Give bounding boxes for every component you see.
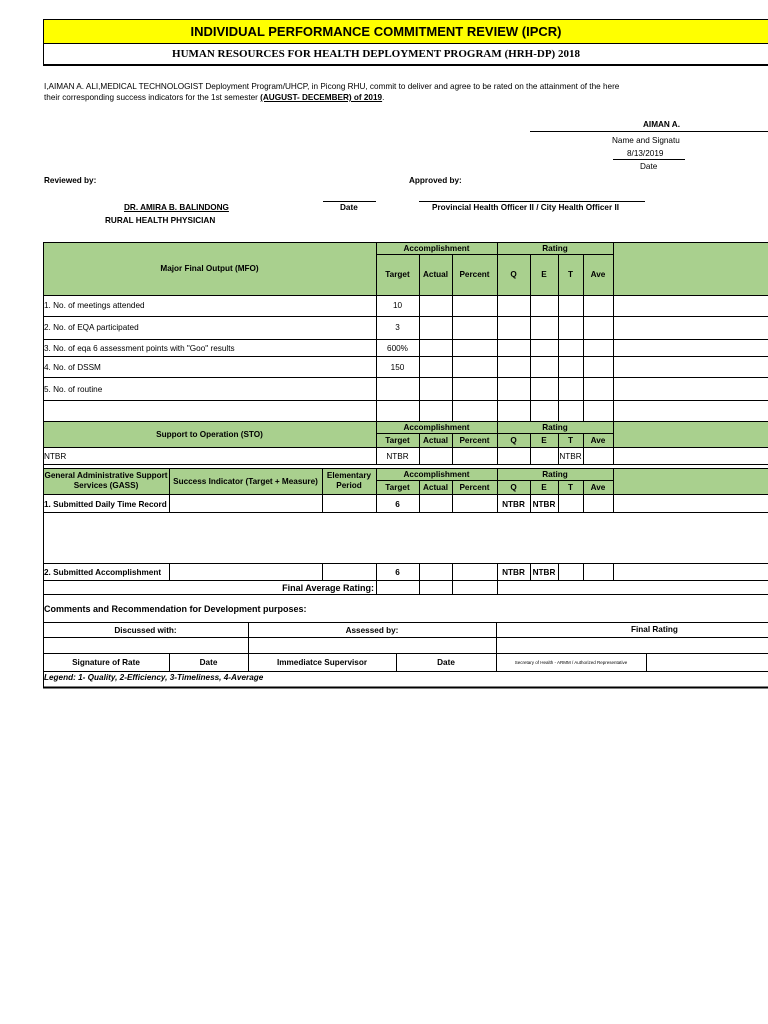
rating-period: (AUGUST- DECEMBER) of 2019 xyxy=(260,93,383,102)
gass-col-q: Q xyxy=(510,483,517,492)
sto-section-label: Support to Operation (STO) xyxy=(156,429,263,439)
mfo-col-target: Target xyxy=(385,270,410,279)
legend: Legend: 1- Quality, 2-Efficiency, 3-Timeliness, 4-Average xyxy=(44,673,264,682)
sto-col-q: Q xyxy=(510,436,517,445)
mfo-accomplishment-label: Accomplishment xyxy=(403,243,470,253)
gass-row-1-target: 6 xyxy=(395,499,400,509)
mfo-col-ave: Ave xyxy=(590,270,606,279)
statement-line-1: I,AIMAN A. ALI,MEDICAL TECHNOLOGIST Deployment Program/UHCP, in Picong RHU, commit to deliver and agree to be rated on the attainment of the here xyxy=(44,82,620,91)
mfo-row-1-label: 1. No. of meetings attended xyxy=(44,300,145,310)
statement-line-2: their corresponding success indicators for the 1st semester (AUGUST- DECEMBER) of 2019. xyxy=(44,93,385,102)
mfo-col-t: T xyxy=(567,270,573,279)
secretary-label: Secretary of Health - ARMM / Authorized Representative xyxy=(514,660,628,665)
gass-elementary-period-label: Elementary Period xyxy=(326,471,372,490)
mfo-row-2-target: 3 xyxy=(395,322,400,332)
mfo-col-q: Q xyxy=(510,270,517,279)
mfo-rating-label: Rating xyxy=(542,243,568,253)
mfo-col-percent: Percent xyxy=(459,270,490,279)
form-title: INDIVIDUAL PERFORMANCE COMMITMENT REVIEW (IPCR) xyxy=(43,19,768,44)
mfo-row-5-label: 5. No. of routine xyxy=(44,384,103,394)
discussed-with-label: Discussed with: xyxy=(114,625,177,635)
signatory-date: 8/13/2019 xyxy=(627,149,664,158)
mfo-section-label: Major Final Output (MFO) xyxy=(160,264,259,273)
sto-col-actual: Actual xyxy=(422,436,449,445)
final-average-label: Final Average Rating: xyxy=(282,583,374,593)
gass-success-indicator-label: Success Indicator (Target + Measure) xyxy=(173,476,318,486)
sto-col-e: E xyxy=(541,436,547,445)
final-rating-label: Final Rating xyxy=(631,625,678,634)
mfo-col-actual: Actual xyxy=(422,270,449,279)
mfo-col-e: E xyxy=(541,270,547,279)
gass-col-e: E xyxy=(541,483,547,492)
gass-row-2-q: NTBR xyxy=(502,567,525,577)
approved-by-label: Approved by: xyxy=(409,176,462,185)
sto-col-target: Target xyxy=(385,436,410,445)
gass-row-2-e: NTBR xyxy=(532,567,556,577)
footer-date-2: Date xyxy=(437,658,455,667)
signatory-name-label: Name and Signatu xyxy=(612,136,680,145)
gass-row-2-target: 6 xyxy=(395,567,400,577)
gass-section-label: General Administrative Support Services (GASS) xyxy=(44,471,168,490)
reviewer-name: DR. AMIRA B. BALINDONG xyxy=(124,203,229,212)
gass-col-t: T xyxy=(567,483,573,492)
gass-col-ave: Ave xyxy=(590,483,606,492)
gass-col-actual: Actual xyxy=(422,483,449,492)
gass-accomplishment-label: Accomplishment xyxy=(403,469,470,479)
gass-row-2-label: 2. Submitted Accomplishment xyxy=(44,567,162,577)
footer-date-1: Date xyxy=(199,658,218,667)
approver-title: Provincial Health Officer II / City Health Officer II xyxy=(432,203,619,212)
sto-rating-label: Rating xyxy=(542,422,568,432)
reviewer-title: RURAL HEALTH PHYSICIAN xyxy=(105,216,216,225)
review-date-label: Date xyxy=(340,203,358,212)
sto-accomplishment-label: Accomplishment xyxy=(403,422,470,432)
gass-rating-label: Rating xyxy=(542,469,568,479)
sto-col-percent: Percent xyxy=(459,436,490,445)
signature-of-rate-label: Signature of Rate xyxy=(72,658,140,667)
sto-row-target: NTBR xyxy=(386,452,409,461)
mfo-row-4-target: 150 xyxy=(390,362,405,372)
sto-row-label: NTBR xyxy=(44,452,67,461)
mfo-row-3-label: 3. No. of eqa 6 assessment points with "Goo" results xyxy=(44,344,235,353)
signatory-name: AIMAN A. xyxy=(643,120,680,129)
mfo-row-4-label: 4. No. of DSSM xyxy=(44,362,101,372)
immediate-supervisor-label: Immediatce Supervisor xyxy=(276,658,368,667)
gass-col-target: Target xyxy=(385,483,410,492)
signatory-date-label: Date xyxy=(640,162,658,171)
sto-col-ave: Ave xyxy=(590,436,606,445)
reviewed-by-label: Reviewed by: xyxy=(44,176,97,185)
gass-row-1-label: 1. Submitted Daily Time Record xyxy=(44,499,167,509)
sto-row-t: NTBR xyxy=(559,452,582,461)
mfo-row-3-target: 600% xyxy=(387,344,408,353)
gass-row-1-e: NTBR xyxy=(532,499,556,509)
mfo-row-2-label: 2. No. of EQA participated xyxy=(44,322,139,332)
sto-col-t: T xyxy=(567,436,573,445)
comments-label: Comments and Recommendation for Development purposes: xyxy=(44,604,307,614)
assessed-by-label: Assessed by: xyxy=(345,625,399,635)
gass-row-1-q: NTBR xyxy=(502,499,525,509)
mfo-row-1-target: 10 xyxy=(392,300,403,310)
form-subtitle: HUMAN RESOURCES FOR HEALTH DEPLOYMENT PROGRAM (HRH-DP) 2018 xyxy=(43,44,768,66)
gass-col-percent: Percent xyxy=(459,483,490,492)
